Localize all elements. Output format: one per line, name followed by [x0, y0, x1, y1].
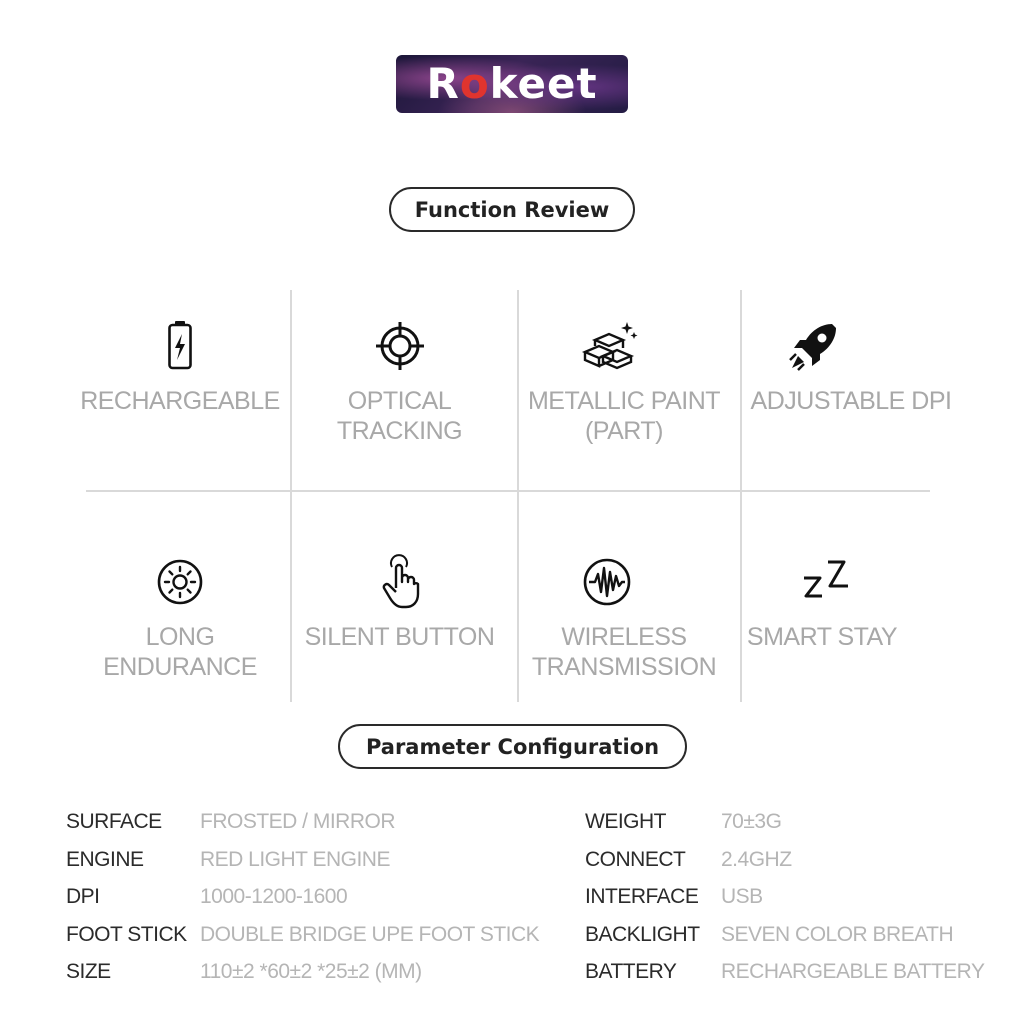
- param-value: 70±3G: [721, 810, 782, 833]
- param-row: [585, 953, 984, 991]
- param-value: RED LIGHT ENGINE: [200, 847, 390, 871]
- param-row: [66, 878, 539, 916]
- param-key: CONNECT: [585, 847, 686, 871]
- param-key: SIZE: [66, 960, 111, 983]
- param-value: DOUBLE BRIDGE UPE FOOT STICK: [200, 922, 540, 946]
- brand-logo-text: [426, 59, 598, 108]
- feature-adjustable-dpi: [742, 318, 960, 458]
- logo-letters-rest: keet: [489, 59, 598, 108]
- brand-logo: [396, 55, 628, 113]
- sun-icon: [152, 554, 208, 610]
- feature-label: METALLIC PAINT (PART): [527, 387, 721, 445]
- feature-metallic-paint: [519, 318, 729, 458]
- feature-label: WIRELESS TRANSMISSION: [531, 623, 717, 681]
- feature-long-endurance: [70, 554, 290, 694]
- feature-smart-stay: [742, 554, 902, 694]
- param-key: BACKLIGHT: [585, 922, 700, 946]
- sleep-icon: [794, 554, 850, 610]
- param-key: ENGINE: [66, 847, 144, 871]
- param-key: DPI: [66, 885, 100, 908]
- param-value: 2.4GHZ: [721, 847, 792, 871]
- gold-bars-icon: [579, 318, 635, 374]
- logo-letter-r: R: [426, 59, 460, 108]
- wave-icon: [579, 554, 635, 610]
- param-value: FROSTED / MIRROR: [200, 810, 395, 833]
- hand-tap-icon: [372, 554, 428, 610]
- feature-rechargeable: [70, 318, 290, 458]
- param-key: SURFACE: [66, 810, 162, 833]
- param-row: [66, 953, 539, 991]
- param-value: 1000-1200-1600: [200, 885, 348, 908]
- feature-optical-tracking: [292, 318, 507, 458]
- rocket-icon: [786, 318, 842, 374]
- param-value: 110±2 *60±2 *25±2 (MM): [200, 960, 422, 983]
- param-row: [66, 916, 539, 954]
- grid-divider-horizontal: [86, 490, 930, 492]
- feature-wireless-transmission: [519, 554, 729, 694]
- param-row: [66, 803, 539, 841]
- param-key: INTERFACE: [585, 885, 699, 908]
- param-row: [66, 841, 539, 879]
- param-row: [585, 803, 984, 841]
- param-key: BATTERY: [585, 960, 677, 983]
- parameter-configuration-title: Parameter Configuration: [338, 724, 687, 769]
- param-row: [585, 878, 984, 916]
- params-left-column: [66, 803, 539, 991]
- param-value: RECHARGEABLE BATTERY: [721, 960, 985, 983]
- crosshair-icon: [372, 318, 428, 374]
- function-review-title: Function Review: [389, 187, 635, 232]
- params-right-column: [585, 803, 984, 991]
- param-key: WEIGHT: [585, 810, 666, 833]
- param-key: FOOT STICK: [66, 922, 187, 946]
- feature-label: OPTICAL TRACKING: [336, 387, 463, 445]
- logo-letter-o: o: [459, 59, 490, 108]
- feature-label: RECHARGEABLE: [80, 387, 280, 415]
- feature-label: SMART STAY: [746, 623, 898, 651]
- feature-label: ADJUSTABLE DPI: [750, 387, 952, 415]
- battery-icon: [152, 318, 208, 374]
- param-row: [585, 841, 984, 879]
- param-row: [585, 916, 984, 954]
- feature-label: LONG ENDURANCE: [103, 623, 257, 681]
- param-value: USB: [721, 885, 763, 908]
- feature-silent-button: [292, 554, 507, 694]
- param-value: SEVEN COLOR BREATH: [721, 922, 954, 946]
- feature-label: SILENT BUTTON: [304, 623, 495, 651]
